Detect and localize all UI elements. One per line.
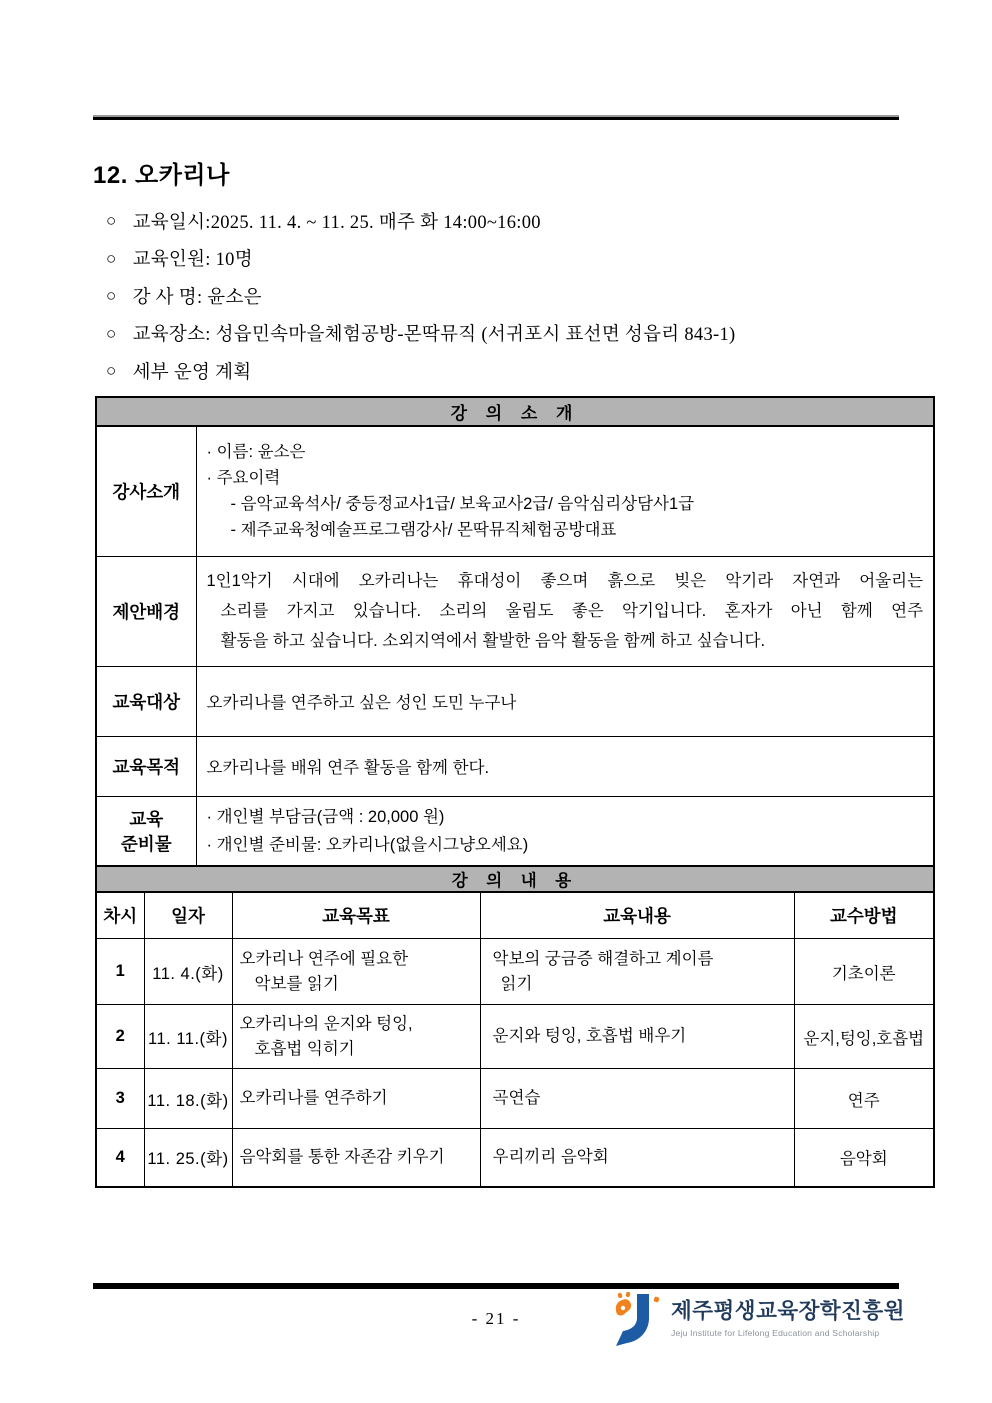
session-date: 11. 11.(화) bbox=[144, 1005, 232, 1069]
bullet-text: 강 사 명: 윤소은 bbox=[132, 287, 262, 308]
content-line: 악보의 궁금증 해결하고 계이름 bbox=[492, 949, 714, 968]
bullet-text: 교육일시:2025. 11. 4. ~ 11. 25. 매주 화 14:00~16:00 bbox=[132, 212, 541, 233]
profile-line: - 제주교육청예술프로그램강사/ 몬딱뮤직체험공방대표 bbox=[230, 521, 617, 540]
page-number: - 21 - bbox=[471, 1309, 521, 1328]
bullet-item-capacity bbox=[106, 240, 926, 278]
lecture-content-table bbox=[95, 865, 935, 1188]
jeju-institute-logo-icon bbox=[610, 1291, 662, 1349]
circle-bullet-icon: ○ bbox=[106, 323, 117, 343]
content-line: 운지와 텅잉, 호흡법 배우기 bbox=[492, 1027, 687, 1045]
session-content bbox=[480, 1129, 794, 1187]
logo-english-name: Jeju Institute for Lifelong Education and Scholarship bbox=[671, 1328, 880, 1338]
goal-line: 오카리나의 운지와 텅잉, bbox=[239, 1014, 413, 1033]
organization-logo bbox=[610, 1291, 905, 1349]
overview-bullet-list bbox=[106, 202, 926, 390]
row-label-background: 제안배경 bbox=[96, 556, 196, 666]
content-line: 곡연습 bbox=[492, 1089, 541, 1107]
session-date: 11. 25.(화) bbox=[144, 1129, 232, 1187]
session-goal bbox=[232, 939, 480, 1005]
goal-line: 오카리나 연주에 필요한 bbox=[239, 949, 409, 968]
bullet-text: 교육인원: 10명 bbox=[132, 250, 253, 271]
top-divider-rule bbox=[93, 115, 899, 120]
background-line: 활동을 하고 싶습니다. 소외지역에서 활발한 음악 활동을 함께 하고 싶습니다. bbox=[220, 632, 766, 650]
tables-wrapper bbox=[95, 396, 933, 1188]
circle-bullet-icon: ○ bbox=[106, 211, 117, 231]
materials-label-line: 교육 bbox=[129, 808, 164, 829]
row-label-target: 교육대상 bbox=[96, 666, 196, 736]
profile-line: · 이름: 윤소은 bbox=[206, 443, 306, 462]
session-no: 3 bbox=[96, 1069, 144, 1129]
session-method: 음악회 bbox=[794, 1129, 934, 1187]
circle-bullet-icon: ○ bbox=[106, 286, 117, 306]
instructor-profile-cell bbox=[196, 426, 934, 556]
goal-line: 오카리나를 연주하기 bbox=[239, 1089, 388, 1107]
row-label-materials bbox=[96, 796, 196, 866]
table-row bbox=[96, 1129, 934, 1187]
circle-bullet-icon: ○ bbox=[106, 248, 117, 268]
bullet-item-instructor bbox=[106, 277, 926, 315]
bullet-text: 교육장소: 성읍민속마을체험공방-몬딱뮤직 (서귀포시 표선면 성읍리 843-1) bbox=[132, 325, 736, 346]
session-content bbox=[480, 1069, 794, 1129]
logo-text-block bbox=[671, 1291, 905, 1338]
session-no: 4 bbox=[96, 1129, 144, 1187]
materials-cell bbox=[196, 796, 934, 866]
row-label-instructor-profile: 강사소개 bbox=[96, 426, 196, 556]
goal-line: 악보를 읽기 bbox=[254, 974, 339, 993]
materials-line: · 개인별 부담금(금액 : 20,000 원) bbox=[206, 807, 445, 826]
content-line: 읽기 bbox=[500, 974, 533, 993]
table-row bbox=[96, 1005, 934, 1069]
goal-line: 호흡법 익히기 bbox=[254, 1039, 355, 1058]
session-goal bbox=[232, 1129, 480, 1187]
target-cell: 오카리나를 연주하고 싶은 성인 도민 누구나 bbox=[196, 666, 934, 736]
intro-table-title: 강 의 소 개 bbox=[96, 397, 934, 426]
background-line: 1인1악기 시대에 오카리나는 휴대성이 좋으며 흙으로 빚은 악기라 자연과 어울리는 bbox=[206, 572, 924, 590]
circle-bullet-icon: ○ bbox=[106, 361, 117, 381]
session-method: 연주 bbox=[794, 1069, 934, 1129]
col-header-goal: 교육목표 bbox=[232, 892, 480, 939]
lecture-intro-table bbox=[95, 396, 935, 867]
session-goal bbox=[232, 1069, 480, 1129]
purpose-cell: 오카리나를 배워 연주 활동을 함께 한다. bbox=[196, 736, 934, 796]
profile-line: - 음악교육석사/ 중등정교사1급/ 보육교사2급/ 음악심리상담사1급 bbox=[230, 495, 695, 514]
background-cell bbox=[196, 556, 934, 666]
session-content bbox=[480, 1005, 794, 1069]
background-line: 소리를 가지고 있습니다. 소리의 울림도 좋은 악기입니다. 혼자가 아닌 함께 연주 bbox=[220, 602, 924, 620]
bullet-item-schedule bbox=[106, 202, 926, 240]
content-table-title: 강 의 내 용 bbox=[96, 866, 934, 892]
materials-label-line: 준비물 bbox=[120, 833, 172, 854]
session-method: 운지,텅잉,호흡법 bbox=[794, 1005, 934, 1069]
bullet-text: 세부 운영 계획 bbox=[132, 362, 252, 383]
goal-line: 음악회를 통한 자존감 키우기 bbox=[239, 1147, 445, 1166]
bullet-item-location bbox=[106, 315, 926, 353]
session-date: 11. 4.(화) bbox=[144, 939, 232, 1005]
session-no: 2 bbox=[96, 1005, 144, 1069]
content-line: 우리끼리 음악회 bbox=[492, 1147, 609, 1166]
table-row bbox=[96, 1069, 934, 1129]
logo-korean-name: 제주평생교육장학진흥원 bbox=[671, 1299, 905, 1323]
bullet-item-plan bbox=[106, 352, 926, 390]
col-header-session: 차시 bbox=[96, 892, 144, 939]
bottom-divider-rule bbox=[93, 1283, 899, 1289]
session-goal bbox=[232, 1005, 480, 1069]
materials-line: · 개인별 준비물: 오카리나(없을시그냥오세요) bbox=[206, 835, 529, 854]
col-header-method: 교수방법 bbox=[794, 892, 934, 939]
session-date: 11. 18.(화) bbox=[144, 1069, 232, 1129]
section-heading: 12. 오카리나 bbox=[93, 162, 230, 189]
col-header-content: 교육내용 bbox=[480, 892, 794, 939]
table-row bbox=[96, 939, 934, 1005]
session-content bbox=[480, 939, 794, 1005]
profile-line: · 주요이력 bbox=[206, 469, 281, 488]
session-method: 기초이론 bbox=[794, 939, 934, 1005]
row-label-purpose: 교육목적 bbox=[96, 736, 196, 796]
session-no: 1 bbox=[96, 939, 144, 1005]
col-header-date: 일자 bbox=[144, 892, 232, 939]
